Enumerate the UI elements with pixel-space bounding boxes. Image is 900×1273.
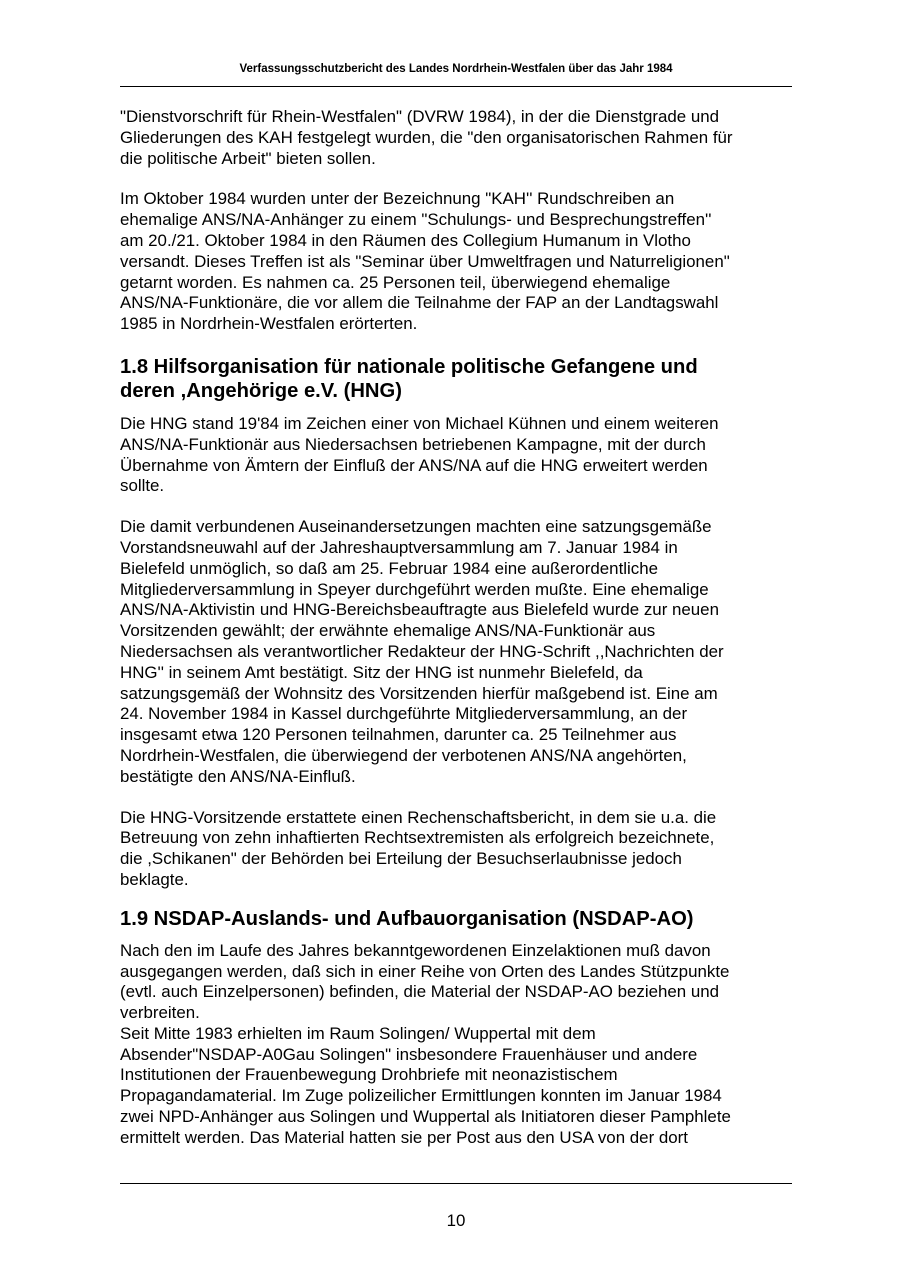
text-line: getarnt worden. Es nahmen ca. 25 Personen teil, überwiegend ehemalige	[120, 272, 671, 292]
text-line: Institutionen der Frauenbewegung Drohbriefe mit neonazistischem	[120, 1065, 618, 1085]
text-line: Nordrhein-Westfalen, die überwiegend der verbotenen ANS/NA angehörten,	[120, 745, 687, 765]
text-line: Übernahme von Ämtern der Einfluß der ANS/NA auf die HNG erweitert werden	[120, 455, 708, 475]
text-line: Mitgliederversammlung in Speyer durchgeführt werden mußte. Eine ehemalige	[120, 579, 709, 599]
text-line: ausgegangen werden, daß sich in einer Reihe von Orten des Landes Stützpunkte	[120, 961, 730, 981]
text-line: ANS/NA-Funktionär aus Niedersachsen betriebenen Kampagne, mit der durch	[120, 434, 706, 454]
text-line: Propagandamaterial. Im Zuge polizeilicher Ermittlungen konnten im Januar 1984	[120, 1086, 722, 1106]
text-line: (evtl. auch Einzelpersonen) befinden, die Material der NSDAP-AO beziehen und	[120, 982, 720, 1002]
header-rule	[120, 86, 792, 87]
text-line: beklagte.	[120, 869, 189, 889]
text-line: Die damit verbundenen Auseinandersetzungen machten eine satzungsgemäße	[120, 517, 712, 537]
text-line: die politische Arbeit" bieten sollen.	[120, 148, 376, 168]
paragraph-hng-1984	[120, 414, 792, 497]
text-line: bestätigte den ANS/NA-Einfluß.	[120, 766, 356, 786]
paragraph-dvrw	[120, 107, 792, 169]
paragraph-kah-oktober	[120, 189, 792, 335]
text-line: zwei NPD-Anhänger aus Solingen und Wuppertal als Initiatoren dieser Pamphlete	[120, 1107, 731, 1127]
heading-line: deren ,Angehörige e.V. (HNG)	[120, 379, 402, 402]
text-line: ANS/NA-Aktivistin und HNG-Bereichsbeauftragte aus Bielefeld wurde zur neuen	[120, 600, 719, 620]
text-line: Bielefeld unmöglich, so daß am 25. Februar 1984 eine außerordentliche	[120, 558, 659, 578]
text-line: die ,Schikanen" der Behörden bei Erteilung der Besuchserlaubnisse jedoch	[120, 849, 682, 869]
text-line: ANS/NA-Funktionäre, die vor allem die Teilnahme der FAP an der Landtagswahl	[120, 293, 719, 313]
text-line: ermittelt werden. Das Material hatten sie per Post aus den USA von der dort	[120, 1127, 688, 1147]
text-line: Die HNG stand 19'84 im Zeichen einer von Michael Kühnen und einem weiteren	[120, 413, 719, 433]
text-line: "Dienstvorschrift für Rhein-Westfalen" (DVRW 1984), in der die Dienstgrade und	[120, 107, 720, 126]
text-line: Vorstandsneuwahl auf der Jahreshauptversammlung am 7. Januar 1984 in	[120, 537, 678, 557]
text-line: Absender"NSDAP-A0Gau Solingen" insbesondere Frauenhäuser und andere	[120, 1044, 698, 1064]
paragraph-rechenschaftsbericht	[120, 808, 792, 891]
text-line: Betreuung von zehn inhaftierten Rechtsextremisten als erfolgreich bezeichnete,	[120, 828, 715, 848]
text-line: Die HNG-Vorsitzende erstattete einen Rechenschaftsbericht, in dem sie u.a. die	[120, 807, 717, 827]
section-heading-1-8	[120, 355, 792, 403]
text-line: versandt. Dieses Treffen ist als "Seminar über Umweltfragen und Naturreligionen"	[120, 251, 730, 271]
section-heading-1-9	[120, 907, 792, 931]
footer-rule	[120, 1183, 792, 1184]
text-line: Seit Mitte 1983 erhielten im Raum Solingen/ Wuppertal mit dem	[120, 1023, 596, 1043]
document-body	[120, 107, 792, 1149]
text-line: Nach den im Laufe des Jahres bekanntgewordenen Einzelaktionen muß davon	[120, 940, 711, 960]
text-line: insgesamt etwa 120 Personen teilnahmen, darunter ca. 25 Teilnehmer aus	[120, 725, 677, 745]
text-line: Niedersachsen als verantwortlicher Redakteur der HNG-Schrift ,,Nachrichten der	[120, 641, 724, 661]
paragraph-vorstandsneuwahl	[120, 517, 792, 787]
text-line: 1985 in Nordrhein-Westfalen erörterten.	[120, 314, 418, 334]
text-line: HNG'' in seinem Amt bestätigt. Sitz der HNG ist nunmehr Bielefeld, da	[120, 662, 643, 682]
paragraph-nsdap-ao	[120, 941, 792, 1149]
text-line: sollte.	[120, 476, 165, 496]
heading-line: 1.8 Hilfsorganisation für nationale politische Gefangene und	[120, 355, 698, 378]
text-line: Im Oktober 1984 wurden unter der Bezeichnung "KAH'' Rundschreiben an	[120, 189, 675, 209]
heading-line: 1.9 NSDAP-Auslands- und Aufbauorganisation (NSDAP-AO)	[120, 907, 694, 930]
text-line: 24. November 1984 in Kassel durchgeführte Mitgliederversammlung, an der	[120, 704, 688, 724]
text-line: Vorsitzenden gewählt; der erwähnte ehemalige ANS/NA-Funktionär aus	[120, 621, 656, 641]
text-line: ehemalige ANS/NA-Anhänger zu einem "Schulungs- und Besprechungstreffen''	[120, 210, 712, 230]
text-line: am 20./21. Oktober 1984 in den Räumen des Collegium Humanum in Vlotho	[120, 230, 691, 250]
text-line: verbreiten.	[120, 1003, 200, 1023]
page-header: Verfassungsschutzbericht des Landes Nordrhein-Westfalen über das Jahr 1984	[239, 63, 673, 75]
page-number: 10	[446, 1211, 466, 1230]
text-line: Gliederungen des KAH festgelegt wurden, die "den organisatorischen Rahmen für	[120, 127, 733, 147]
text-line: satzungsgemäß der Wohnsitz des Vorsitzenden hierfür maßgebend ist. Eine am	[120, 683, 718, 703]
